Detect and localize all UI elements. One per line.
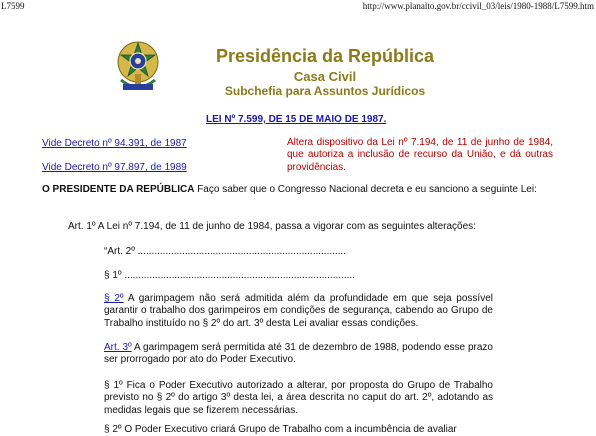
brasao-armas-icon [117,40,159,94]
cut-off-paragraph: § 2º O Poder Executivo criará Grupo de Trabalho com a incumbência de avaliar [104,424,457,435]
section2-paragraph [104,293,493,330]
section2-link[interactable]: § 2º [104,293,124,304]
art3-link[interactable]: Art. 3º [104,342,132,353]
masthead-subtitle2: Subchefia para Assuntos Jurídicos [224,84,426,98]
art3-text: A garimpagem será permitida até 31 de dezembro de 1988, podendo esse prazo ser prorrogado por ato do Poder Executivo. [104,342,493,366]
masthead-subtitle: Casa Civil [293,69,357,84]
art3-paragraph [104,342,493,367]
art1-paragraph: Art. 1º A Lei nº 7.194, de 11 de junho de 1984, passa a vigorar com as seguintes alterações: [68,221,476,232]
intro-rest: Faço saber que o Congresso Nacional decreta e eu sanciono a seguinte Lei: [194,184,537,195]
art2-placeholder: “Art. 2º ........................................................................... [104,246,347,257]
law-title-link[interactable]: LEI Nº 7.599, DE 15 DE MAIO DE 1987. [206,114,387,125]
section2-text: A garimpagem não será admitida além da profundidade em que seja possível garantir o trabalho dos garimpeiros em condições de segurança, cabendo ao Grupo de Trabalho instituído no § 2º do art. 3º desta Lei avaliar essas condições. [104,293,493,329]
vide-decreto-link-1[interactable]: Vide Decreto nº 94.391, de 1987 [42,138,187,149]
ementa: Altera dispositivo da Lei nº 7.194, de 11 de junho de 1984, que autoriza a inclusão de recurso da União, e dá outras providências. [287,137,553,173]
paragraph1-placeholder: § 1º ................................................................................... [104,270,355,281]
masthead-title: Presidência da República [215,46,435,66]
page-header-left: L7599 [1,1,25,11]
page-header-url: http://www.planalto.gov.br/ccivil_03/leis/1980-1988/L7599.htm [362,1,594,11]
section1-paragraph: § 1º Fica o Poder Executivo autorizado a alterar, por proposta do Grupo de Trabalho previsto no § 2º do artigo 3º desta lei, a área descrita no caput do art. 2º, adotando as medidas legais que se fizerem necessárias. [104,380,493,416]
vide-decreto-link-2[interactable]: Vide Decreto nº 97.897, de 1989 [42,162,187,173]
intro-paragraph [42,184,553,196]
intro-bold: O PRESIDENTE DA REPÚBLICA [42,184,195,195]
